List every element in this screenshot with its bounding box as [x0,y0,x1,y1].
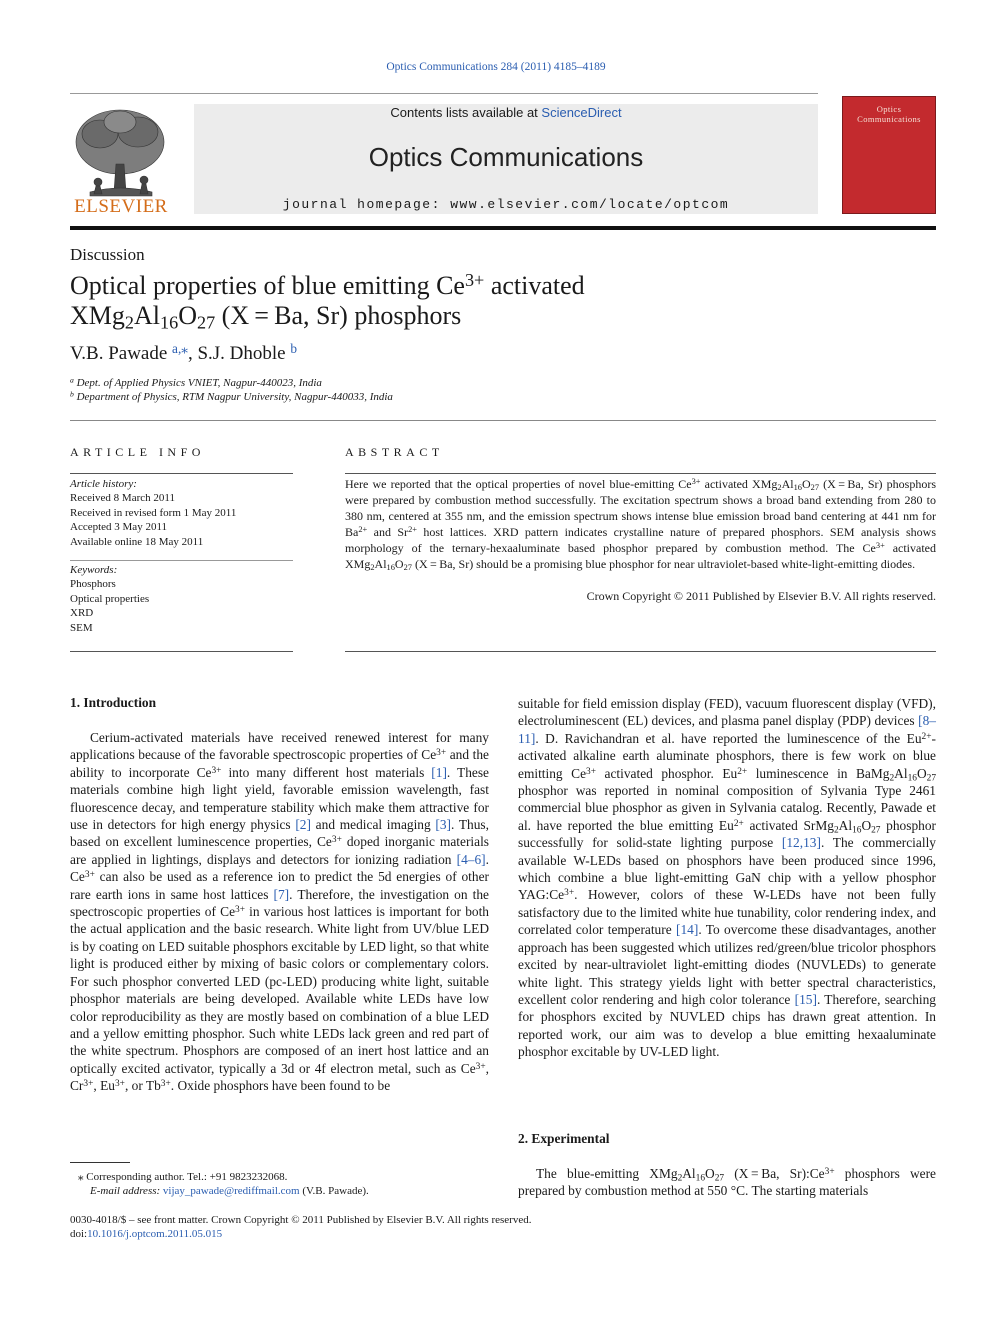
author-name: , S.J. Dhoble [187,343,291,364]
abstract-text: Here we reported that the optical properties of novel blue-emitting $Ce^{3+}$ activated $XMg_2Al_{16}O_{27}$ (X = Ba, Sr) phosphors were prepared by combustion method successfully. The excitation spectrum shows a broad band extending from 280 to 380 nm, centered at 355 nm, and the emission spectrum shows intense blue emission broad band centering at 441 nm for $Ba^{2+}$ and $Sr^{2+}$ host lattices. XRD pattern indicates crystalline nature of prepared phosphors. SEM analysis shows morphology of the ternary-hexaaluminate based phosphor prepared by combustion method. The $Ce^{3+}$ activated $XMg_2Al_{16}O_{27}$ (X = Ba, Sr) should be a promising blue phosphor for near ultraviolet-based white-light-emitting diodes. [345,477,937,572]
citation-link[interactable]: [14] [676,922,699,938]
title-sub: 16 [160,312,179,333]
introduction-paragraph-continued: suitable for field emission display (FED), vacuum fluorescent display (VFD), electroluminescent (EL) devices, and plasma panel display (PDP) devices [8–11]. D. Ravichandran et al. have reported the luminescence of the $Eu^{2+}$-activated alkaline earth aluminate phosphors, there is few work on blue emitting $Ce^{3+}$ activated phosphor. $Eu^{2+}$ luminescence in $BaMg_2Al_{16}O_{27}$ phosphor was reported in nominal composition of Sylvania Type 2461 commercial blue phosphor as given in Sylvania catalog. Recently, Pawade et al. have reported the blue emitting $Eu^{2+}$ activated $SrMg_2Al_{16}O_{27}$ phosphor successfully for solid-state lighting purpose [12,13]. The commercially available W-LEDs based on phosphors have been produced since 1996, which combine a blue light-emitting GaN chip with a yellow phosphor $YAG:Ce^{3+}$. However, colors of these W-LEDs have not been fully satisfactory due to the limited white hue tunability, color rendering index, and correlated color temperature [14]. To overcome these disadvantages, another approach has been suggested which utilizes red/green/blue tricolor phosphors excited by near-ultraviolet light-emitting diodes (NUVLEDs) to generate white light. This strategy yields light with better spectral characteristics, excellent color rendering and high color tolerance [15]. Therefore, searching for phosphors excited by NUVLED chips has drawn great attention. In reported work, our aim was to develop a blue emitting hexaaluminate phosphor excitable by UV-LED light. [518,696,936,1060]
header-bottom-rule [70,226,936,230]
author-list [70,343,297,365]
author-affil-mark[interactable]: b [290,341,297,357]
article-history [70,477,295,549]
journal-title: Optics Communications [368,142,644,172]
title-block-rule [70,420,936,421]
title-text: Al [134,301,160,330]
citation-link[interactable]: [15] [794,991,817,1007]
footnote-rule [70,1162,130,1163]
article-info-heading: ARTICLE INFO [70,445,205,459]
introduction-heading: 1. Introduction [70,695,157,710]
article-info-rule [70,473,293,474]
author-affil-mark[interactable]: a,⁎ [172,341,188,357]
affiliation-a: $^a$ Dept. of Applied Physics VNIET, Nagpur-440023, India [70,375,322,389]
elsevier-wordmark: ELSEVIER [74,196,168,217]
citation-link[interactable]: [12,13] [781,835,821,851]
keyword: Phosphors [70,578,116,591]
issn-line: 0030-4018/$ – see front matter. Crown Copyright © 2011 Published by Elsevier B.V. All rights reserved. [70,1214,532,1226]
sciencedirect-link[interactable]: ScienceDirect [541,105,622,120]
history-item: Accepted 3 May 2011 [70,521,168,534]
keywords-label: Keywords: [70,564,118,576]
abstract-copyright: Crown Copyright © 2011 Published by Elsevier B.V. All rights reserved. [586,589,936,603]
title-sub: 27 [196,312,216,333]
article-title [70,271,770,331]
journal-homepage[interactable]: journal homepage: www.elsevier.com/locate/optcom [282,197,730,212]
history-item: Received in revised form 1 May 2011 [70,506,237,519]
corresponding-author-note: ⁎ Corresponding author. Tel.: +91 9823232068. [78,1171,288,1183]
abstract-rule [345,473,936,474]
title-text: (X = Ba, Sr) phosphors [215,301,462,330]
citation-link[interactable]: [1] [431,764,447,780]
journal-citation[interactable]: Optics Communications 284 (2011) 4185–4189 [386,61,606,73]
history-label: Article history: [70,478,137,490]
title-sub: 2 [124,312,134,333]
contents-prefix: Contents lists available at [390,105,542,120]
contents-line [194,105,818,120]
citation-link[interactable]: [2] [295,817,311,833]
email-note: E-mail address: vijay_pawade@rediffmail.com (V.B. Pawade). [90,1185,369,1197]
keyword: Optical properties [70,592,150,605]
affiliation-b: $^b$ Department of Physics, RTM Nagpur University, Nagpur-440033, India [70,389,393,403]
citation-link[interactable]: [7] [273,886,290,902]
author-name: V.B. Pawade [70,343,173,364]
cover-title [842,104,936,124]
cover-title-line2: Communications [857,114,921,124]
keywords-block [70,563,295,635]
article-type: Discussion [70,245,145,264]
introduction-paragraph: Cerium-activated materials have received renewed interest for many applications because of the favorable spectroscopic properties of $Ce^{3+}$ and the ability to incorporate $Ce^{3+}$ into many different host materials [1]. These materials combine high light yield, favorable emission wavelength, fast fluorescence decay, and temperature stability which make them attractive for use in detectors for high energy physics [2] and medical imaging [3]. Thus, based on excellent luminescence properties, $Ce^{3+}$ doped inorganic materials are applied in lightings, displays and detectors for ionizing radiation [4–6]. $Ce^{3+}$ can also be used as a reference ion to predict the 5d energies of other rare earth ions in same host lattices [7]. Therefore, the investigation on the spectroscopic properties of $Ce^{3+}$ in various host lattices is important for both the actual application and the basic research. White light from UV/blue LED is by coating on LED suitable phosphors excitable by LED light, so that white light is produced either by mixing of basic colors or complementary colors. For such phosphor converted LED (pc-LED) producing white light, suitable phosphor materials are being developed. Available white LEDs have low color reproducibility as they are mostly based on combination of a blue LED and a yellow emitting phosphor. Such white LEDs lack green and red part of the white spectrum. Phosphors are composed of an inert host lattice and an optically excited activator, typically a 3d or 4f electron metal, such as $Ce^{3+}$, $Cr^{3+}$, $Eu^{3+}$, or $Tb^{3+}$. Oxide phosphors have been found to be [70,730,489,1094]
article-info-bottom-rule [70,651,293,652]
keyword: XRD [70,607,94,620]
citation-link[interactable]: [3] [435,817,452,833]
experimental-paragraph: The blue-emitting $XMg_2Al_{16}O_{27}$ (X = Ba, $Sr):Ce^{3+}$ phosphors were prepared by combustion method at 550 °C. The starting materials [518,1166,936,1199]
cover-title-line1: Optics [876,104,902,114]
doi-link[interactable]: 10.1016/j.optcom.2011.05.015 [87,1228,223,1240]
abstract-bottom-rule [345,651,936,652]
citation-link[interactable]: [4–6] [456,851,486,867]
doi-line: doi:10.1016/j.optcom.2011.05.015 [70,1228,223,1240]
title-text: Optical properties of blue emitting Ce [70,271,465,300]
header-top-rule [70,93,818,94]
email-link[interactable]: vijay_pawade@rediffmail.com [162,1185,300,1197]
article-info-divider [70,560,293,561]
keyword: SEM [70,621,93,634]
title-text: XMg [70,301,125,330]
history-item: Received 8 March 2011 [70,492,175,505]
abstract-heading: ABSTRACT [345,445,444,459]
title-sup: 3+ [464,269,485,290]
citation-link[interactable]: [8–11] [518,713,936,746]
title-text: activated [484,271,585,300]
title-text: O [178,301,197,330]
corresponding-star: ⁎ [181,341,188,357]
experimental-heading: 2. Experimental [518,1131,610,1146]
history-item: Available online 18 May 2011 [70,535,204,548]
